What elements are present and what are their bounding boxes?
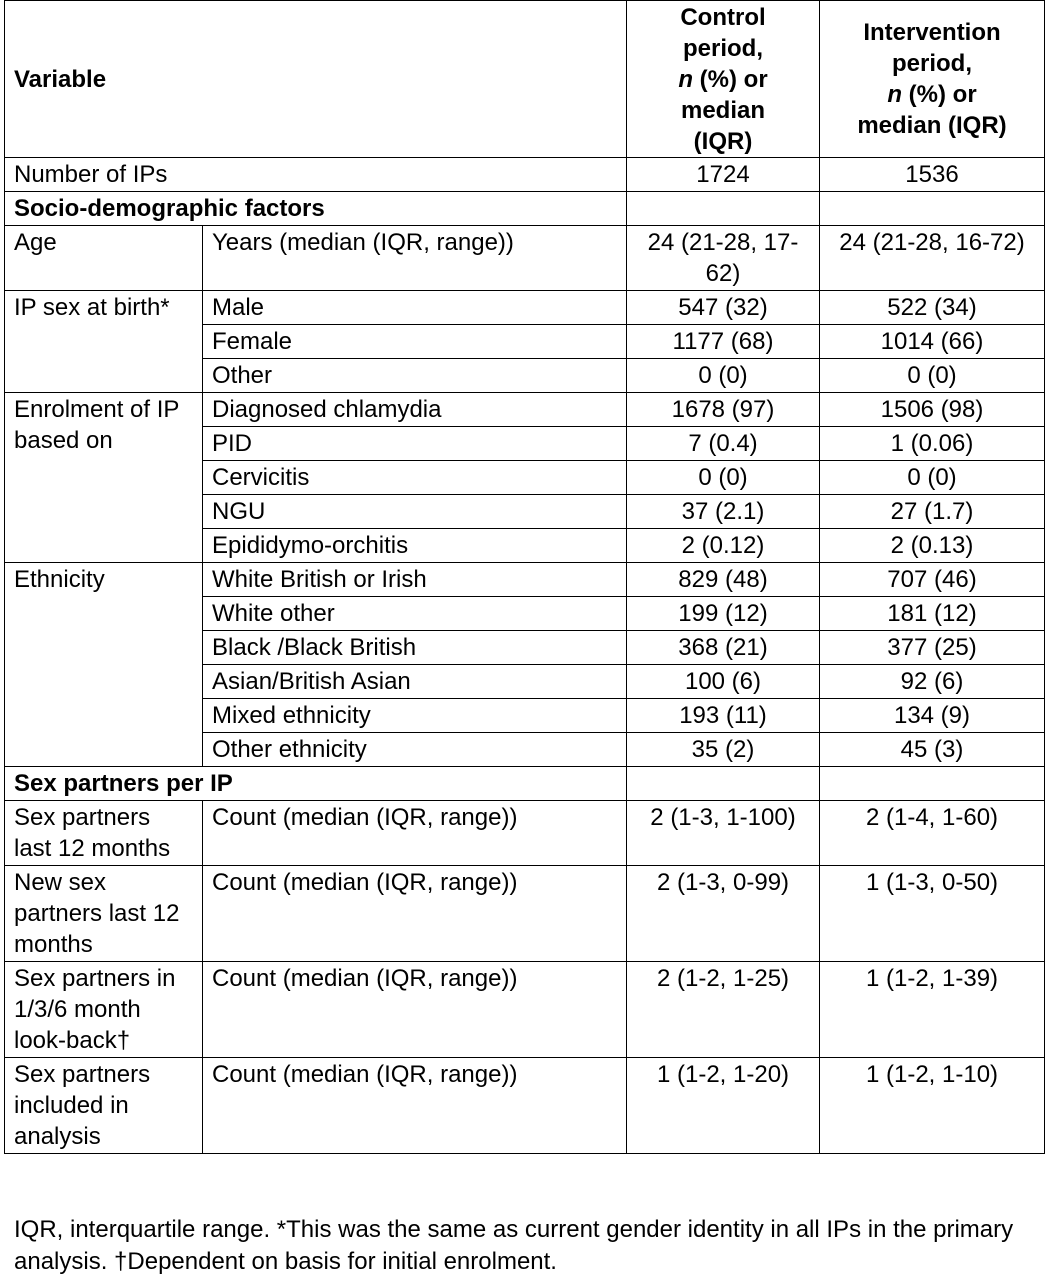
control-value: 7 (0.4) — [627, 427, 820, 461]
table-row — [5, 866, 1045, 962]
header-row — [5, 1, 1045, 158]
intervention-value: 1506 (98) — [820, 393, 1045, 427]
table-row — [5, 226, 1045, 291]
intervention-value: 1 (1-2, 1-39) — [820, 962, 1045, 1058]
row-sublabel: Count (median (IQR, range)) — [203, 1058, 627, 1154]
control-value: 100 (6) — [627, 665, 820, 699]
table-footnote: IQR, interquartile range. *This was the same as current gender identity in all IPs in the primary analysis. †Dependent on basis for initial enrolment. — [14, 1216, 1014, 1275]
control-value: 193 (11) — [627, 699, 820, 733]
intervention-value: 181 (12) — [820, 597, 1045, 631]
control-value: 24 (21-28, 17-62) — [627, 226, 820, 291]
baseline-characteristics-table — [4, 0, 1045, 1154]
intervention-value: 377 (25) — [820, 631, 1045, 665]
table-row — [5, 563, 1045, 597]
row-sublabel: Epididymo-orchitis — [203, 529, 627, 563]
row-sublabel: Mixed ethnicity — [203, 699, 627, 733]
row-sublabel: Count (median (IQR, range)) — [203, 866, 627, 962]
control-value: 199 (12) — [627, 597, 820, 631]
intervention-value: 2 (1-4, 1-60) — [820, 801, 1045, 866]
row-sublabel: NGU — [203, 495, 627, 529]
section-row — [5, 767, 1045, 801]
header-variable: Variable — [5, 1, 627, 158]
control-value: 2 (1-3, 1-100) — [627, 801, 820, 866]
control-value: 1177 (68) — [627, 325, 820, 359]
control-value: 35 (2) — [627, 733, 820, 767]
intervention-value: 2 (0.13) — [820, 529, 1045, 563]
intervention-value: 522 (34) — [820, 291, 1045, 325]
row-sublabel: Years (median (IQR, range)) — [203, 226, 627, 291]
section-row — [5, 192, 1045, 226]
row-sublabel: Count (median (IQR, range)) — [203, 801, 627, 866]
control-value: 1 (1-2, 1-20) — [627, 1058, 820, 1154]
row-sublabel: Black /Black British — [203, 631, 627, 665]
control-value: 547 (32) — [627, 291, 820, 325]
control-value: 368 (21) — [627, 631, 820, 665]
control-value: 1678 (97) — [627, 393, 820, 427]
row-sublabel: Asian/British Asian — [203, 665, 627, 699]
row-label: New sex partners last 12 months — [5, 866, 203, 962]
row-label: Sex partners included in analysis — [5, 1058, 203, 1154]
intervention-value: 24 (21-28, 16-72) — [820, 226, 1045, 291]
row-label: IP sex at birth* — [5, 291, 203, 393]
table-row — [5, 801, 1045, 866]
intervention-value: 92 (6) — [820, 665, 1045, 699]
row-label: Enrolment of IP based on — [5, 393, 203, 563]
intervention-value: 1014 (66) — [820, 325, 1045, 359]
table-row — [5, 393, 1045, 427]
intervention-value: 1536 — [820, 158, 1045, 192]
row-sublabel: Male — [203, 291, 627, 325]
section-heading: Socio-demographic factors — [5, 192, 627, 226]
intervention-value: 45 (3) — [820, 733, 1045, 767]
row-sublabel: White other — [203, 597, 627, 631]
intervention-value: 27 (1.7) — [820, 495, 1045, 529]
intervention-value: 1 (1-2, 1-10) — [820, 1058, 1045, 1154]
section-heading: Sex partners per IP — [5, 767, 627, 801]
row-sublabel: Other — [203, 359, 627, 393]
row-label: Ethnicity — [5, 563, 203, 767]
row-label: Sex partners last 12 months — [5, 801, 203, 866]
row-sublabel: Diagnosed chlamydia — [203, 393, 627, 427]
intervention-value: 134 (9) — [820, 699, 1045, 733]
row-sublabel: PID — [203, 427, 627, 461]
row-label: Age — [5, 226, 203, 291]
row-label: Number of IPs — [5, 158, 627, 192]
row-sublabel: Cervicitis — [203, 461, 627, 495]
row-sublabel: White British or Irish — [203, 563, 627, 597]
row-label: Sex partners in 1/3/6 month look-back† — [5, 962, 203, 1058]
table-row — [5, 158, 1045, 192]
row-sublabel: Other ethnicity — [203, 733, 627, 767]
intervention-value: 1 (0.06) — [820, 427, 1045, 461]
control-value: 1724 — [627, 158, 820, 192]
intervention-value: 0 (0) — [820, 359, 1045, 393]
intervention-value: 1 (1-3, 0-50) — [820, 866, 1045, 962]
table-row — [5, 962, 1045, 1058]
control-value: 829 (48) — [627, 563, 820, 597]
row-sublabel: Count (median (IQR, range)) — [203, 962, 627, 1058]
control-value: 37 (2.1) — [627, 495, 820, 529]
control-value: 0 (0) — [627, 359, 820, 393]
control-value: 2 (1-3, 0-99) — [627, 866, 820, 962]
table-row — [5, 1058, 1045, 1154]
control-value: 0 (0) — [627, 461, 820, 495]
intervention-value: 707 (46) — [820, 563, 1045, 597]
control-value: 2 (1-2, 1-25) — [627, 962, 820, 1058]
header-control: Control period, n (%) or median (IQR) — [627, 1, 820, 158]
row-sublabel: Female — [203, 325, 627, 359]
control-value: 2 (0.12) — [627, 529, 820, 563]
header-intervention: Intervention period, n (%) or median (IQR) — [820, 1, 1045, 158]
intervention-value: 0 (0) — [820, 461, 1045, 495]
table-row — [5, 291, 1045, 325]
